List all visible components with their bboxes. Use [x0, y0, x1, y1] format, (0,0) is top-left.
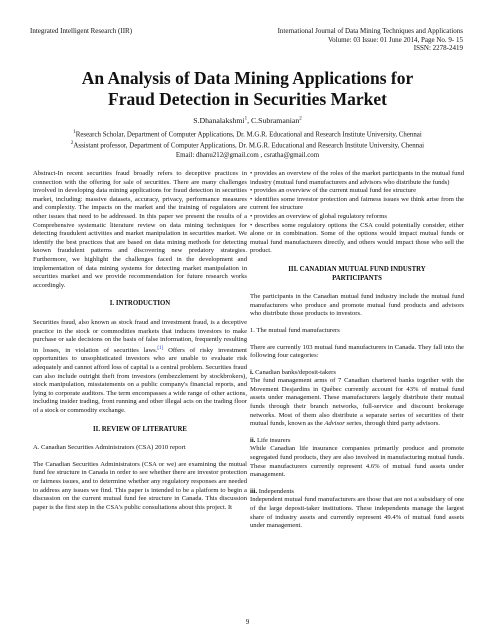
affiliations [20, 128, 475, 160]
title-line-1: An Analysis of Data Mining Applications for [81, 68, 414, 88]
bullet-list [250, 170, 464, 256]
title-line-2: Fraud Detection in Securities Market [108, 89, 387, 109]
list-item: • describes some regulatory options the CSA could potentially consider, either alone or in combination. Some of the options would impact mutual funds or mutual fund manufacturers directly, and others would impact those who sell the product. [250, 221, 464, 255]
participants-paragraph: The participants in the Canadian mutual fund industry include the mutual fund manufacturers who produce and promote mutual fund products and advisors who distribute those products to investors. [250, 293, 464, 318]
list-item: • provides an overview of the roles of the market participants in the mutual fund industry (mutual fund manufacturers and advisors who distribute the funds) [250, 170, 464, 186]
email-line: Email: dhanu212@gmail.com , csratha@gmail.com [175, 151, 320, 159]
abstract: Abstract-In recent securities fraud broadly refers to deceptive practices in connection with the offering for sale of securities. There are many challenges involved in developing data mining applications for fraud detection in securities market, including: massive datasets, accuracy, privacy, performance measures and complexity. The impacts on the market and the training of regulators are other issues that need to be addressed. In this paper we present the results of a Comprehensive systematic literature review on data mining techniques for detecting fraudulent activities and market manipulation in securities market. We identify the best practices that are based on data mining methods for detecting known fraudulent patterns and discovering new predatory strategies. Furthermore, we highlight the challenges faced in the development and implementation of data mining systems for detecting market manipulation in securities market and we provide recommendation for future research works accordingly. [33, 170, 247, 289]
running-header-left: Integrated Intelligent Research (IIR) [30, 27, 133, 35]
left-column [33, 170, 247, 512]
list-item: • provides an overview of global regulatory reforms [250, 212, 387, 220]
volume-info: Volume: 03 Issue: 01 June 2014, Page No. 9- 15 [328, 35, 463, 44]
category-iii-heading: iii. Independents [250, 487, 294, 495]
category-ii-heading: ii. Life insurers [250, 436, 291, 444]
author-1: S.Dhanalakshmi [193, 116, 245, 125]
section-heading-review: II. REVIEW OF LITERATURE [93, 425, 187, 433]
subsection-heading-csa: A. Canadian Securities Administrators (CSA) 2010 report [33, 444, 186, 452]
category-i-heading: i. Canadian banks/deposit-takers [250, 368, 336, 376]
list-item: • provides an overview of the current mutual fund fee structure [250, 187, 416, 195]
affiliation-1: $^1$Research Scholar, Department of Computer Applications, Dr. M.G.R. Educational and Research Institute University, Chennai [73, 130, 422, 139]
issn: ISSN: 2278-2419 [413, 44, 463, 52]
citation-link[interactable]: [1] [157, 345, 164, 351]
category-ii-paragraph: While Canadian life insurance companies primarily produce and promote segregated fund products, they are also involved in manufacturing mutual funds. These manufacturers currently represent 4.6% of mutual fund assets under management. [250, 445, 464, 479]
csa-paragraph: The Canadian Securities Administrators (CSA or we) are examining the mutual fund fee structure in Canada in order to see whether there are investor protection or fairness issues, and to determine whether any regulatory responses are needed to address any issues we find. This paper is intended to be a platform to begin a discussion on the current mutual fund fee structure in Canada. This discussion paper is the first step in the CSA's public consultations about this project. It [33, 460, 247, 511]
journal-name: International Journal of Data Mining Techniques and Applications [277, 27, 463, 35]
list-item: • identifies some investor protection and fairness issues we think arise from the current fee structure [250, 195, 464, 212]
intro-paragraph: Securities fraud, also known as stock fraud and investment fraud, is a deceptive practice in the stock or commodities markets that induces investors to make purchase or sale decisions on the basis of false information, frequently resulting in losses, in violation of securities laws.[1] Offers of risky investment opportunities to unsophisticated investors who are unable to evaluate risk adequately and cannot afford loss of capital is a central problem. Securities fraud can also include outright theft from investors (embezzlement by stockbrokers), stock manipulation, misstatements on a public company's financial reports, and lying to corporate auditors. The term encompasses a wide range of other actions, including insider trading, front running and other illegal acts on the trading floor of a stock or commodity exchange. [33, 318, 248, 415]
author-2: , C.Subramanian [247, 116, 300, 125]
section-heading-introduction: I. INTRODUCTION [109, 300, 171, 308]
subsection-heading-manufacturers: 1. The mutual fund manufacturers [250, 326, 340, 334]
paper-title [20, 68, 475, 110]
category-i-paragraph: The fund management arms of 7 Canadian chartered banks together with the Movement Desjardins in Québec currently account for 43% of mutual fund assets under management. These manufacturers largely distribute their mutual funds through their branch networks, full-service and discount brokerage networks. Most of them also distribute a separate series of securities of their mutual funds, known as the Advisor series, through third party advisors. [250, 377, 464, 428]
author-list: S.Dhanalakshmi$^1$, C.Subramanian$^2$ [193, 116, 302, 125]
running-header-right [278, 27, 463, 53]
right-column [250, 170, 464, 539]
page-number: 9 [245, 618, 250, 626]
manufacturers-paragraph: There are currently 103 mutual fund manufacturers in Canada. They fall into the following four categories: [250, 343, 464, 360]
category-iii-paragraph: Independent mutual fund manufacturers are those that are not a subsidiary of one of the large deposit-taker institutions. These independents manage the largest share of industry assets and currently represent 49.4% of mutual fund assets under management. [250, 496, 464, 530]
affiliation-2: $^2$Assistant professor, Department of Computer Applications, Dr. M.G.R. Educational and Research Institute University, Chennai [70, 141, 425, 150]
section-heading-participants: III. CANADIAN MUTUAL FUND INDUSTRY PARTICIPANTS [288, 265, 426, 282]
